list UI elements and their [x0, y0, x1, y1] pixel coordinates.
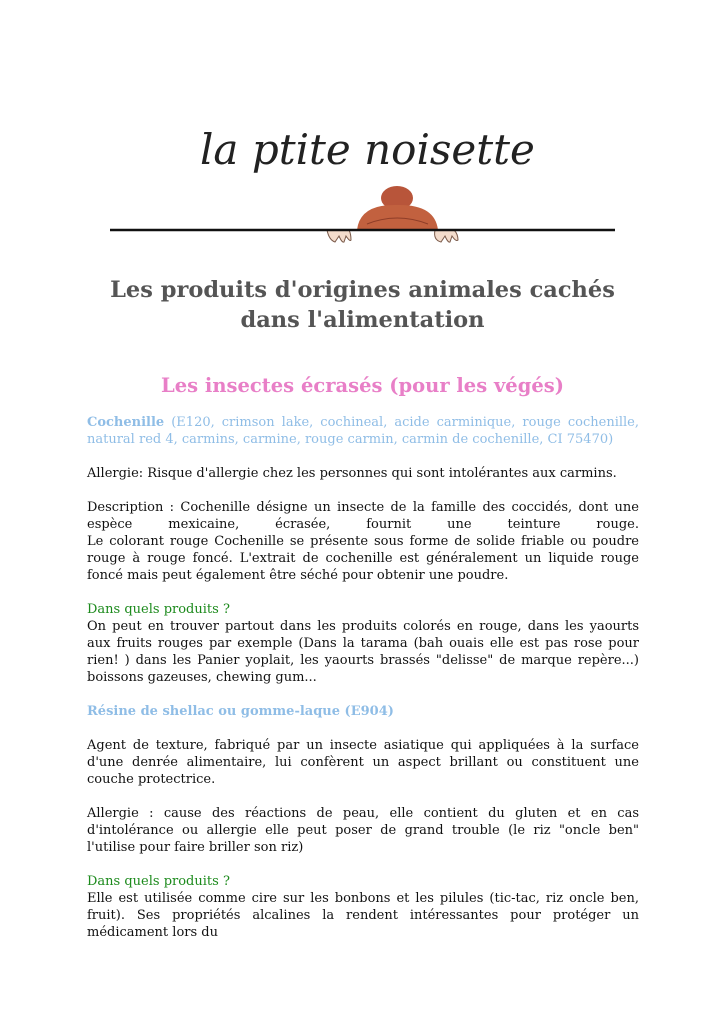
cochenille-name: Cochenille [87, 415, 165, 430]
cochenille-description-1: Description : Cochenille désigne un insecte de la famille des coccidés, dont une espèce mexicaine, écrasée, fournit une teinture rouge. [87, 500, 639, 532]
shellac-products-text: Elle est utilisée comme cire sur les bonbons et les pilules (tic-tac, riz oncle ben, fruit). Ses propriétés alcalines la rendent intéressantes pour protéger un médicament lors du [87, 891, 639, 940]
cochenille-heading [87, 414, 639, 448]
logo [105, 112, 620, 247]
page-title: Les produits d'origines animales cachés dans l'alimentation [110, 277, 615, 333]
hands-icon [327, 230, 458, 242]
logo-wordmark: la ptite noisette [200, 125, 535, 174]
logo-illustration [105, 112, 620, 247]
shellac-allergy: Allergie : cause des réactions de peau, elle contient du gluten et en cas d'intolérance ou allergie elle peut poser de grand trouble (le riz "oncle ben" l'utilise pour faire briller son riz) [87, 806, 639, 855]
cochenille-aliases: (E120, crimson lake, cochineal, acide carminique, rouge cochenille, natural red 4, carmins, carmine, rouge carmin, carmin de cochenille, CI 75470) [87, 415, 639, 447]
section-title: Les insectes écrasés (pour les végés) [161, 374, 564, 397]
cochenille-description-2: Le colorant rouge Cochenille se présente sous forme de solide friable ou poudre rouge à rouge foncé. L'extrait de cochenille est généralement un liquide rouge foncé mais peut également être séché pour obtenir une poudre. [87, 534, 639, 583]
shellac-products-heading: Dans quels produits ? [87, 874, 230, 889]
shellac-heading: Résine de shellac ou gomme-laque (E904) [87, 704, 394, 719]
cochenille-products-heading: Dans quels produits ? [87, 602, 230, 617]
article-body [87, 414, 639, 941]
shellac-description: Agent de texture, fabriqué par un insecte asiatique qui appliquées à la surface d'une denrée alimentaire, lui confèrent un aspect brillant ou constituent une couche protectrice. [87, 738, 639, 787]
girl-head-icon [357, 186, 438, 230]
cochenille-allergy: Allergie: Risque d'allergie chez les personnes qui sont intolérantes aux carmins. [87, 466, 617, 481]
cochenille-products-text: On peut en trouver partout dans les produits colorés en rouge, dans les yaourts aux fruits rouges par exemple (Dans la tarama (bah ouais elle est pas rose pour rien! ) dans les Panier yoplait, les yaourts brassés "delisse" de marque repère...) boissons gazeuses, chewing gum... [87, 619, 639, 685]
